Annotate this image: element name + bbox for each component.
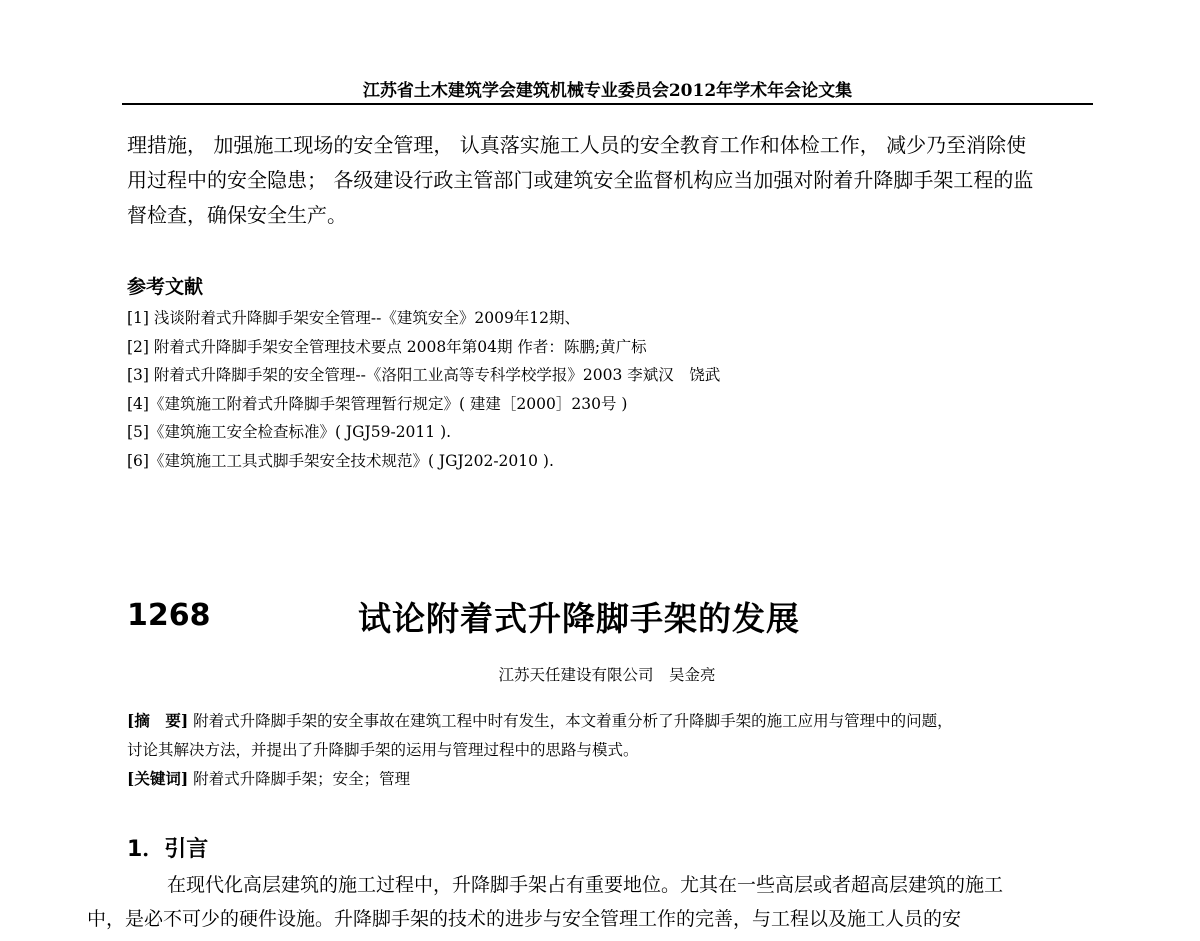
section-line: 在现代化高层建筑的施工过程中，升降脚手架占有重要地位。尤其在一些高层或者超高层建筑的施工 [167, 874, 1004, 896]
reference-item: [1] 浅谈附着式升降脚手架安全管理--《建筑安全》2009年12期、 [127, 309, 581, 327]
continuation-paragraph [127, 128, 1093, 233]
keywords-text: 附着式升降脚手架；安全；管理 [193, 770, 411, 788]
abstract [127, 706, 1087, 765]
author-affiliation: 江苏天任建设有限公司 吴金亮 [498, 666, 716, 684]
abstract-line-2: 讨论其解决方法，并提出了升降脚手架的运用与管理过程中的思路与模式。 [127, 741, 639, 759]
section-body [87, 868, 1087, 936]
abstract-text: 附着式升降脚手架的安全事故在建筑工程中时有发生，本文着重分析了升降脚手架的施工应用与管理中的问题， [193, 712, 953, 730]
keywords-tag: [关键词] [127, 769, 189, 788]
references-heading: 参考文献 [127, 276, 204, 298]
continuation-line: 督检查，确保安全生产。 [127, 203, 347, 227]
article-number: 1268 [127, 598, 211, 633]
reference-item: [4]《建筑施工附着式升降脚手架管理暂行规定》( 建建［2000］230号 ) [127, 394, 628, 413]
section-line: 中，是必不可少的硬件设施。升降脚手架的技术的进步与安全管理工作的完善，与工程以及施工人员的安 [87, 908, 962, 930]
header-rule [122, 103, 1093, 105]
continuation-line: 理措施， 加强施工现场的安全管理， 认真落实施工人员的安全教育工作和体检工作， 减少乃至消除使 [127, 133, 1027, 157]
continuation-line: 用过程中的安全隐患； 各级建设行政主管部门或建筑安全监督机构应当加强对附着升降脚手架工程的监 [127, 168, 1034, 192]
running-header: 江苏省土木建筑学会建筑机械专业委员会2012年学术年会论文集 [362, 81, 853, 101]
reference-item: [5]《建筑施工安全检查标准》( JGJ59-2011 ). [127, 423, 452, 441]
reference-item: [6]《建筑施工工具式脚手架安全技术规范》( JGJ202-2010 ). [127, 451, 554, 470]
abstract-line-1 [127, 706, 1087, 736]
article-title: 试论附着式升降脚手架的发展 [358, 599, 800, 638]
references-list [127, 304, 1087, 475]
reference-item: [2] 附着式升降脚手架安全管理技术要点 2008年第04期 作者：陈鹏;黄广标 [127, 337, 647, 356]
keywords [127, 764, 1087, 794]
section-heading: 1．引言 [127, 837, 209, 862]
reference-item: [3] 附着式升降脚手架的安全管理--《洛阳工业高等专科学校学报》2003 李斌汉 饶武 [127, 366, 721, 384]
abstract-tag: [摘 要] [127, 711, 189, 730]
